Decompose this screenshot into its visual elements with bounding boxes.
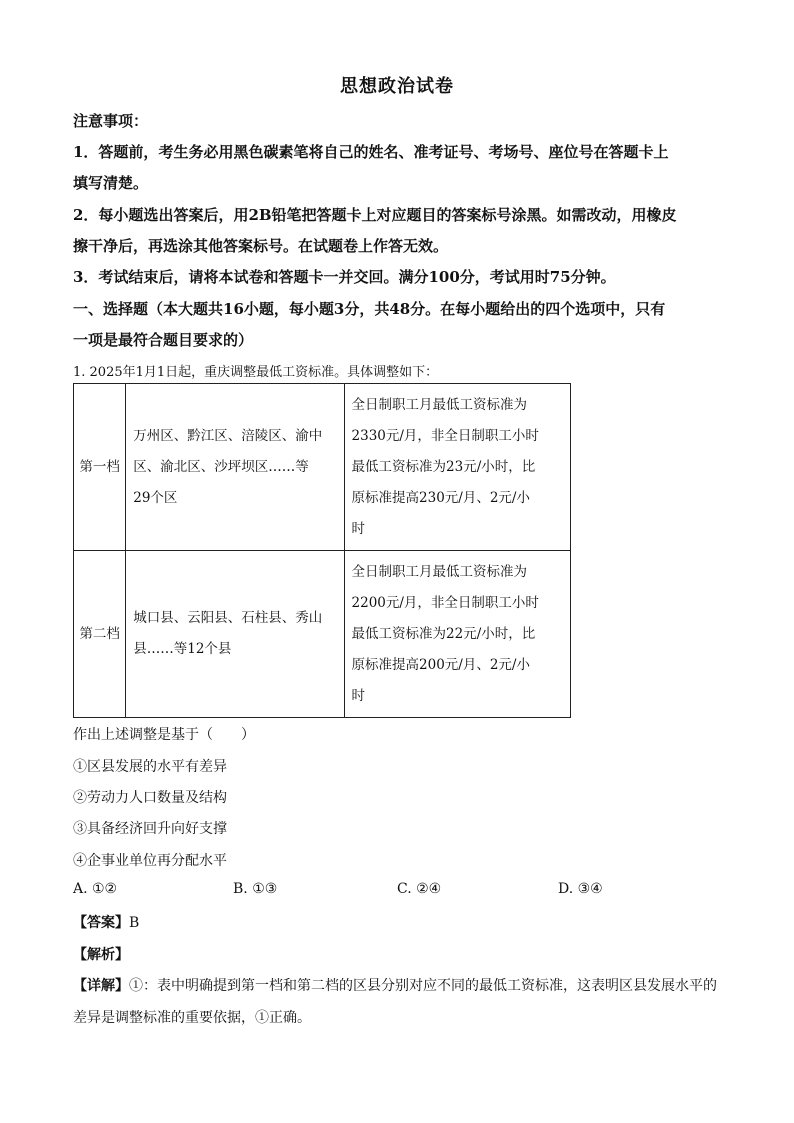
answer-tag: 【答案】 — [73, 915, 129, 931]
section-heading-cont: 一项是最符合题目要求的） — [73, 331, 254, 349]
detail-text: ①：表中明确提到第一档和第二档的区县分别对应不同的最低工资标准，这表明区县发展水平的 — [129, 978, 717, 994]
statement-item: ④企事业单位再分配水平 — [73, 853, 227, 869]
analysis-tag: 【解析】 — [73, 947, 129, 963]
notice-item: 填写清楚。 — [73, 174, 149, 192]
notice-item: 擦干净后，再选涂其他答案标号。在试题卷上作答无效。 — [73, 237, 449, 255]
rule-line: 原标准提高230元/月、2元/小 — [351, 489, 530, 506]
rule-line: 全日制职工月最低工资标准为 — [351, 396, 528, 413]
tier-cell: 第一档 — [74, 384, 126, 551]
rule-line: 最低工资标准为23元/小时，比 — [351, 458, 536, 475]
rule-line: 原标准提高200元/月、2元/小 — [351, 656, 530, 673]
page-title: 思想政治试卷 — [340, 76, 454, 97]
rule-line: 2200元/月，非全日制职工小时 — [351, 594, 539, 611]
area-line: 城口县、云阳县、石柱县、秀山 — [133, 610, 323, 626]
rule-cell — [344, 551, 570, 718]
area-line: 29个区 — [133, 489, 178, 506]
area-cell — [126, 551, 344, 718]
area-line: 县……等12个县 — [133, 641, 232, 657]
rule-line: 时 — [351, 520, 366, 537]
notice-item: 2．每小题选出答案后，用2B铅笔把答题卡上对应题目的答案标号涂黑。如需改动，用橡皮 — [73, 206, 677, 224]
detail-tag: 【详解】 — [73, 978, 129, 994]
statement-item: ③具备经济回升向好支撑 — [73, 821, 227, 837]
table-row — [74, 384, 571, 551]
statement-item: ②劳动力人口数量及结构 — [73, 790, 227, 806]
detail-line-cont: 差异是调整标准的重要依据，①正确。 — [73, 1010, 311, 1026]
rule-cell — [344, 384, 570, 551]
table-row — [74, 551, 571, 718]
rule-line: 2330元/月，非全日制职工小时 — [351, 427, 539, 444]
wage-table — [73, 383, 571, 718]
section-heading: 一、选择题（本大题共16小题，每小题3分，共48分。在每小题给出的四个选项中，只有 — [73, 300, 666, 318]
option-a: A. ①② — [73, 881, 118, 897]
tier-cell: 第二档 — [74, 551, 126, 718]
rule-line: 时 — [351, 687, 366, 704]
area-line: 区、渝北区、沙坪坝区……等 — [133, 458, 309, 475]
answer-line — [73, 912, 139, 932]
option-c: C. ②④ — [397, 881, 442, 897]
area-cell — [126, 384, 344, 551]
detail-line — [73, 975, 717, 995]
notice-item: 3．考试结束后，请将本试卷和答题卡一并交回。满分100分，考试用时75分钟。 — [73, 268, 616, 286]
notice-heading: 注意事项： — [73, 112, 149, 130]
option-d: D. ③④ — [558, 881, 603, 897]
answer-value: B — [129, 915, 140, 931]
statement-item: ①区县发展的水平有差异 — [73, 759, 227, 775]
rule-line: 全日制职工月最低工资标准为 — [351, 563, 528, 580]
question-prompt: 作出上述调整是基于（ ） — [73, 727, 255, 743]
notice-item: 1．答题前，考生务必用黑色碳素笔将自己的姓名、准考证号、考场号、座位号在答题卡上 — [73, 143, 669, 161]
option-b: B. ①③ — [233, 881, 278, 897]
area-line: 万州区、黔江区、涪陵区、渝中 — [133, 427, 323, 444]
rule-line: 最低工资标准为22元/小时，比 — [351, 625, 536, 642]
question-stem: 1. 2025年1月1日起，重庆调整最低工资标准。具体调整如下： — [73, 365, 439, 380]
